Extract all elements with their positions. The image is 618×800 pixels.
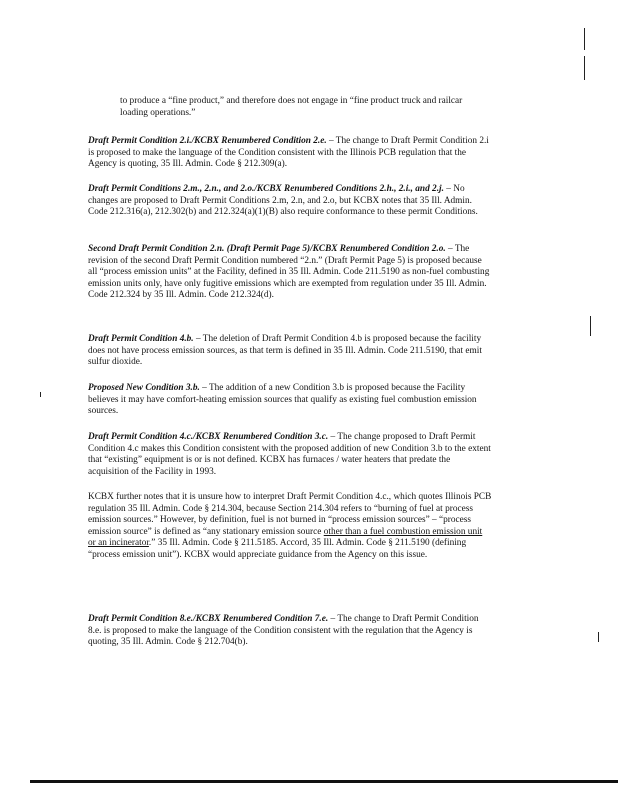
- paragraph-heading: Draft Permit Conditions 2.m., 2.n., and 2.o./KCBX Renumbered Conditions 2.h., 2.i., and 2.j.: [88, 184, 444, 194]
- paragraph-body: – The change to Draft Permit Condition 2.i is proposed to make the language of the Condition consistent with the Illinois PCB regulation that the Agency is quoting, 35 Ill. Admin. Code § 212.309(a).: [88, 136, 489, 170]
- paragraph-conditions-2m-2n-2o: [88, 184, 492, 219]
- margin-mark: [584, 56, 585, 80]
- paragraph-body: – The revision of the second Draft Permit Condition numbered “2.n.” (Draft Permit Page 5) is proposed because all “process emission units” at the Facility, defined in 35 Ill. Admin. Code 211.5190 as non-fuel combusting emission units only, have only fugitive emissions which are exempted from regulation under 35 Ill. Admin. Code 212.324 by 35 Ill. Admin. Code 212.324(d).: [88, 244, 490, 301]
- margin-mark: [40, 392, 41, 397]
- scan-bottom-edge: [30, 780, 618, 783]
- margin-mark: [590, 316, 591, 336]
- paragraph-heading: Draft Permit Condition 4.b.: [88, 334, 194, 344]
- paragraph-condition-4b: [88, 334, 492, 369]
- underlined-text: other than a fuel combustion emission unit or an incinerator: [88, 526, 483, 549]
- paragraph-heading: Draft Permit Condition 8.e./KCBX Renumbered Condition 7.e.: [88, 614, 329, 624]
- paragraph-second-condition-2n: [88, 244, 492, 302]
- paragraph-new-condition-3b: [88, 383, 492, 418]
- paragraph-heading: Proposed New Condition 3.b.: [88, 383, 200, 393]
- paragraph-condition-2i: [88, 136, 492, 171]
- paragraph-heading: Draft Permit Condition 4.c./KCBX Renumbered Condition 3.c.: [88, 432, 329, 442]
- margin-mark: [598, 632, 599, 642]
- paragraph-body: KCBX further notes that it is unsure how to interpret Draft Permit Condition 4.c., which quotes Illinois PCB regulation 35 Ill. Admin. Code § 214.304, because Section 214.304 refers to “burning of fuel at process emission sources.” However, by definition, fuel is not burned in “process emission sources” – “process emission source” is defined as “any stationary emission source: [88, 492, 492, 537]
- paragraph-heading: Draft Permit Condition 2.i./KCBX Renumbered Condition 2.e.: [88, 136, 327, 146]
- paragraph-body: – The change to Draft Permit Condition 8.e. is proposed to make the language of the Condition consistent with the regulation that the Agency is quoting, 35 Ill. Admin. Code § 212.704(b).: [88, 614, 479, 648]
- paragraph-body: .” 35 Ill. Admin. Code § 211.5185. Accord, 35 Ill. Admin. Code § 211.5190 (defining “process emission unit”). KCBX would appreciate guidance from the Agency on this issue.: [88, 538, 467, 560]
- margin-mark: [584, 28, 585, 50]
- paragraph-body: to produce a “fine product,” and therefore does not engage in “fine product truck and railcar loading operations.”: [120, 96, 463, 118]
- paragraph-body: – No changes are proposed to Draft Permit Conditions 2.m, 2.n, and 2.o, but KCBX notes that 35 Ill. Admin. Code 212.316(a), 212.302(b) and 212.324(a)(1)(B) also require conformance to these permit Conditions.: [88, 184, 478, 218]
- paragraph-condition-8e: [88, 614, 492, 649]
- paragraph-kcbx-notes: [88, 492, 492, 562]
- paragraph-condition-4c: [88, 432, 492, 478]
- paragraph-heading: Second Draft Permit Condition 2.n. (Draft Permit Page 5)/KCBX Renumbered Condition 2.o.: [88, 244, 446, 254]
- paragraph-body: – The deletion of Draft Permit Condition 4.b is proposed because the facility does not have process emission sources, as that term is defined in 35 Ill. Admin. Code 211.5190, that emit sulfur dioxide.: [88, 334, 482, 368]
- paragraph-continuation: [120, 96, 492, 119]
- paragraph-body: – The addition of a new Condition 3.b is proposed because the Facility believes it may have comfort-heating emission sources that qualify as existing fuel combustion emission sources.: [88, 383, 477, 417]
- paragraph-body: – The change proposed to Draft Permit Condition 4.c makes this Condition consistent with the proposed addition of new Condition 3.b to the extent that “existing” equipment is or is not defined. KCBX has furnaces / water heaters that predate the acquisition of the Facility in 1993.: [88, 432, 491, 477]
